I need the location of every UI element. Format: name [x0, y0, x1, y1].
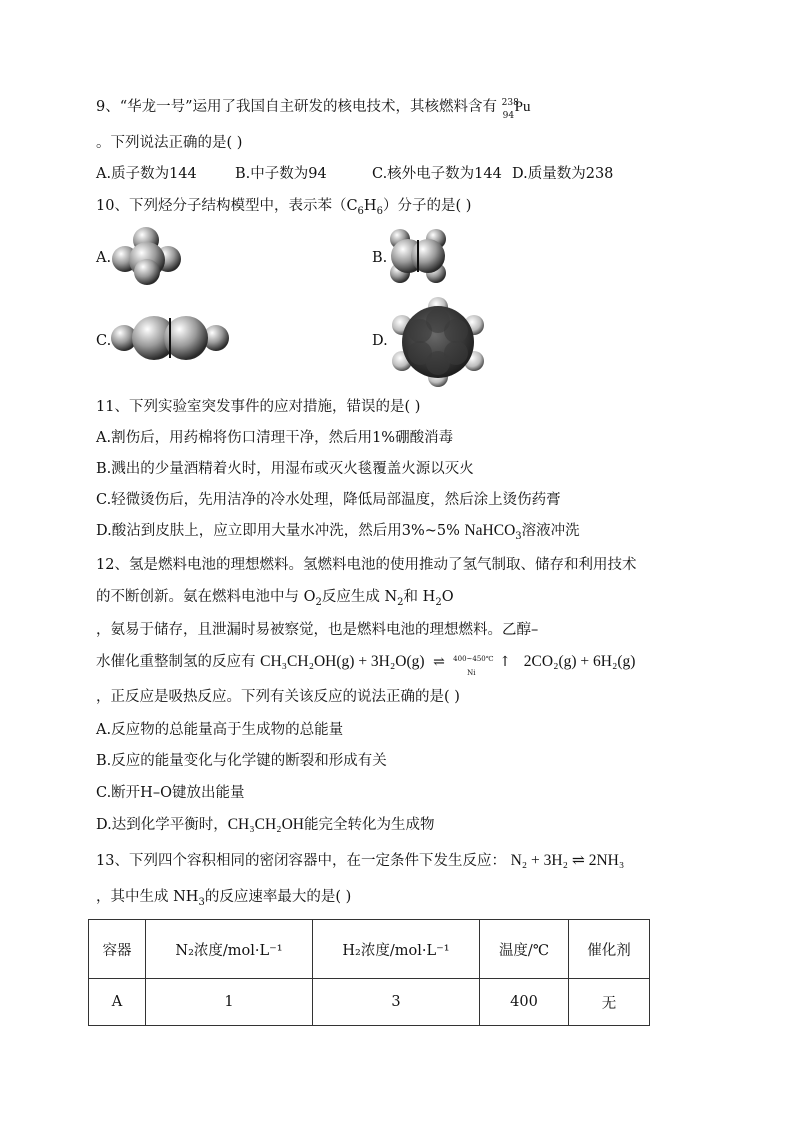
q12-option-a: A.反应物的总能量高于生成物的总能量: [96, 722, 344, 738]
q13-data-table: [88, 919, 650, 1026]
reaction-condition: ⇌ 400~450℃ Ni ↑: [433, 654, 511, 677]
table-header-cell: 容器: [89, 920, 146, 979]
q9-option-b: B.中子数为94: [235, 166, 327, 182]
q10-label-d: D.: [372, 333, 388, 349]
q10-stem: 10、下列烃分子结构模型中，表示苯$(C_6H_6)$分子的是( ): [96, 198, 472, 217]
q10-label-b: B.: [372, 250, 388, 266]
q12-stem-3: ，氨易于储存，且泄漏时易被察觉，也是燃料电池的理想燃料。乙醇–: [96, 622, 539, 638]
table-header-cell: 温度/℃: [480, 920, 569, 979]
acetylene-model-image: [110, 312, 232, 364]
up-arrow-icon: ↑: [499, 654, 511, 670]
table-cell: 3: [313, 979, 480, 1026]
benzene-model-image: [390, 297, 486, 387]
q9-stem-2: 。下列说法正确的是( ): [96, 135, 243, 151]
q11-option-b: B.溅出的少量酒精着火时，用湿布或灭火毯覆盖火源以灭火: [96, 461, 474, 477]
nuclide-pu: 238 94 Pu: [501, 98, 531, 121]
q9-option-d: D.质量数为238: [512, 166, 614, 182]
q12-stem-5: ，正反应是吸热反应。下列有关该反应的说法正确的是( ): [96, 689, 460, 705]
q9-stem: 9、“华龙一号”运用了我国自主研发的核电技术，其核燃料含有 238 94 Pu: [96, 97, 536, 117]
table-header-cell: H₂浓度/mol·L⁻¹: [313, 920, 480, 979]
q12-stem-1: 12、氢是燃料电池的理想燃料。氢燃料电池的使用推动了氢气制取、储存和利用技术: [96, 557, 637, 573]
table-header-cell: N₂浓度/mol·L⁻¹: [146, 920, 313, 979]
methane-model-image: [108, 224, 188, 288]
table-cell: A: [89, 979, 146, 1026]
q11-option-a: A.割伤后，用药棉将伤口清理干净，然后用1%硼酸消毒: [96, 430, 454, 446]
ethylene-model-image: [386, 226, 452, 288]
q13-equation: N₂ + 3H₂ ⇌ 2NH₃: [510, 852, 625, 869]
q12-equation-right: 2CO₂(g) + 6H₂(g): [523, 653, 636, 670]
q9-option-c: C.核外电子数为144: [372, 166, 502, 182]
q12-equation-left: CH₃CH₂OH(g) + 3H₂O(g): [260, 653, 425, 670]
q10-label-c: C.: [96, 333, 112, 349]
q13-stem-2: ，其中生成 $NH_3$的反应速率最大的是( ): [96, 889, 352, 908]
q13-stem-1: 13、下列四个容积相同的密闭容器中，在一定条件下发生反应： N₂ + 3H₂ ⇌ 2NH₃: [96, 852, 625, 869]
q11-option-d: D.酸沾到皮肤上，应立即用大量水冲洗，然后用3%~5% NaHCO$_3$溶液冲洗: [96, 522, 580, 542]
q12-option-c: C.断开H–O键放出能量: [96, 785, 245, 801]
table-cell: 1: [146, 979, 313, 1026]
equilibrium-arrow-icon: ⇌: [433, 654, 445, 670]
q12-stem-2: 的不断创新。氨在燃料电池中与 $O_2$反应生成 $N_2$和 $H_2O$: [96, 589, 454, 608]
table-row: [89, 979, 650, 1026]
table-header-row: [89, 920, 650, 979]
q12-option-b: B.反应的能量变化与化学键的断裂和形成有关: [96, 753, 387, 769]
q10-label-a: A.: [96, 250, 112, 266]
q12-equation-line: 水催化重整制氢的反应有 CH₃CH₂OH(g) + 3H₂O(g) ⇌ 400~450℃ Ni ↑ 2CO₂(g) + 6H₂(g): [96, 653, 636, 677]
table-cell: 400: [480, 979, 569, 1026]
q11-stem: 11、下列实验室突发事件的应对措施，错误的是( ): [96, 399, 421, 415]
q9-option-a: A.质子数为144: [96, 166, 197, 182]
table-cell: 无: [569, 979, 650, 1026]
q12-option-d: D.达到化学平衡时，CH₃CH₂OH能完全转化为生成物: [96, 816, 435, 833]
table-header-cell: 催化剂: [569, 920, 650, 979]
q11-option-c: C.轻微烫伤后，先用洁净的冷水处理，降低局部温度，然后涂上烫伤药膏: [96, 492, 561, 508]
